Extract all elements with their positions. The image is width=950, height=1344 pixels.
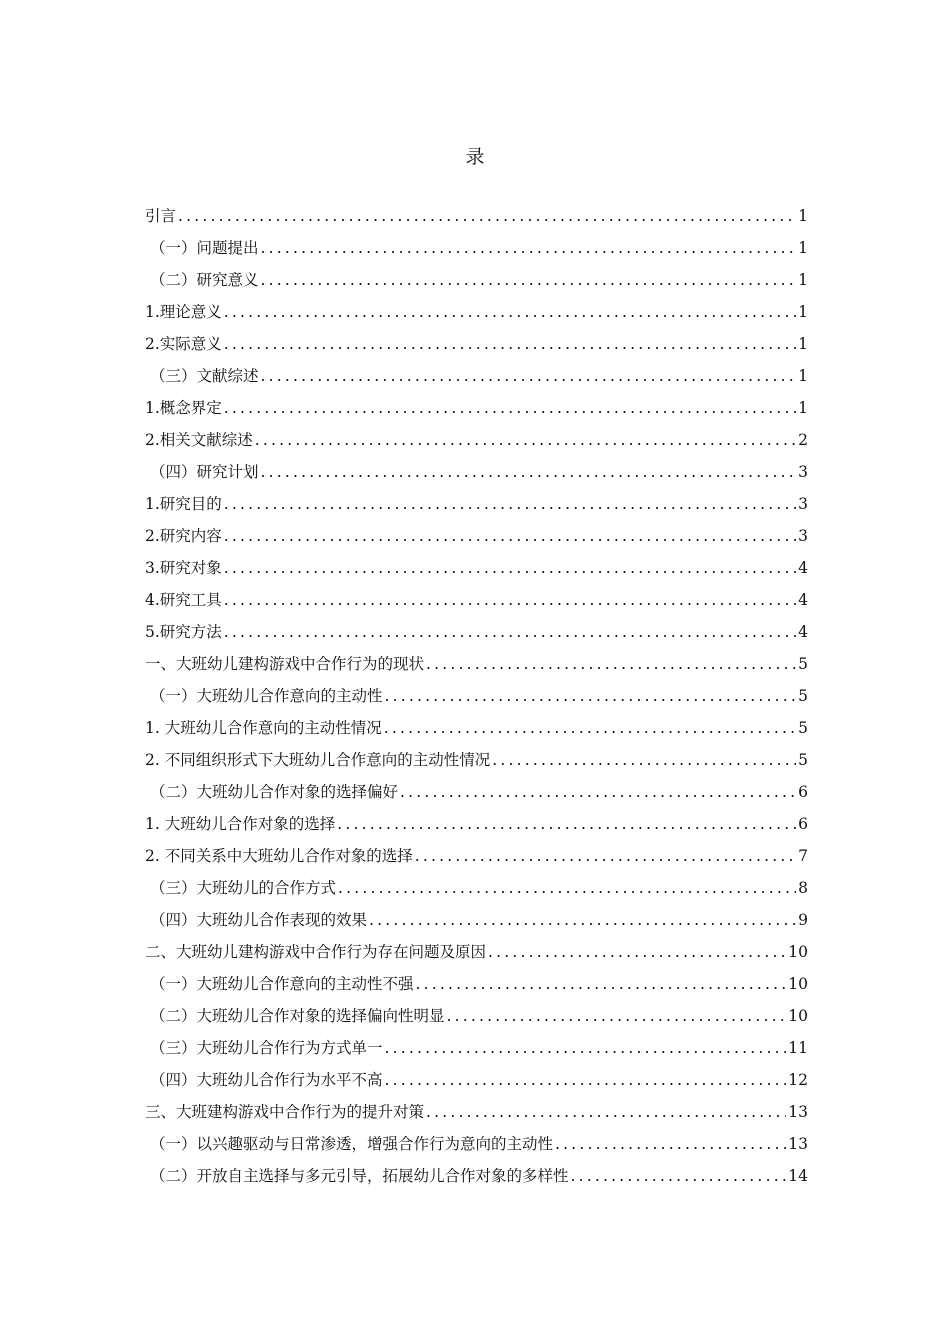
toc-entry[interactable] xyxy=(145,328,808,360)
toc-entry-page: 5 xyxy=(798,655,808,673)
toc-dot-leader xyxy=(385,1064,787,1096)
toc-entry[interactable] xyxy=(145,584,808,616)
toc-dot-leader xyxy=(224,296,796,328)
toc-entry[interactable] xyxy=(145,872,808,904)
toc-entry-label: 2.研究内容 xyxy=(145,527,222,545)
toc-dot-leader xyxy=(555,1128,786,1160)
toc-entry-label: 3.研究对象 xyxy=(145,559,222,577)
toc-entry[interactable] xyxy=(145,936,808,968)
toc-dot-leader xyxy=(571,1160,787,1192)
toc-dot-leader xyxy=(338,872,796,904)
toc-entry[interactable] xyxy=(145,1032,808,1064)
toc-entry-page: 4 xyxy=(798,559,808,577)
toc-entry-label: （三）大班幼儿合作行为方式单一 xyxy=(150,1039,383,1057)
toc-entry-label: （二）研究意义 xyxy=(150,271,259,289)
toc-entry-label: （二）大班幼儿合作对象的选择偏向性明显 xyxy=(150,1007,445,1025)
toc-entry-page: 5 xyxy=(798,751,808,769)
toc-dot-leader xyxy=(261,456,797,488)
toc-dot-leader xyxy=(255,424,796,456)
toc-entry-label: 二、大班幼儿建构游戏中合作行为存在问题及原因 xyxy=(145,943,487,961)
toc-entry[interactable] xyxy=(145,488,808,520)
toc-entry-label: 1.研究目的 xyxy=(145,495,222,513)
toc-entry-label: 2. 不同关系中大班幼儿合作对象的选择 xyxy=(145,847,413,865)
toc-entry-label: 三、大班建构游戏中合作行为的提升对策 xyxy=(145,1103,425,1121)
toc-entry-page: 11 xyxy=(788,1039,808,1057)
toc-entry[interactable] xyxy=(145,1128,808,1160)
toc-entry[interactable] xyxy=(145,264,808,296)
toc-entry-page: 10 xyxy=(788,1007,808,1025)
toc-dot-leader xyxy=(261,232,797,264)
toc-entry[interactable] xyxy=(145,296,808,328)
toc-entry-label: （一）问题提出 xyxy=(150,239,259,257)
toc-entry[interactable] xyxy=(145,552,808,584)
toc-entry-page: 13 xyxy=(788,1135,808,1153)
toc-entry-page: 14 xyxy=(788,1167,808,1185)
toc-entry-label: 4.研究工具 xyxy=(145,591,222,609)
toc-dot-leader xyxy=(224,328,796,360)
toc-dot-leader xyxy=(426,648,796,680)
toc-entry-label: （四）大班幼儿合作表现的效果 xyxy=(150,911,368,929)
toc-entry-page: 1 xyxy=(798,367,808,385)
toc-dot-leader xyxy=(369,904,796,936)
toc-entry-label: （三）大班幼儿的合作方式 xyxy=(150,879,337,897)
toc-entry-page: 10 xyxy=(788,975,808,993)
toc-entry[interactable] xyxy=(145,744,808,776)
toc-entry-label: （四）大班幼儿合作行为水平不高 xyxy=(150,1071,383,1089)
toc-entry-label: （三）文献综述 xyxy=(150,367,259,385)
toc-dot-leader xyxy=(400,776,796,808)
toc-entry-page: 1 xyxy=(798,399,808,417)
toc-dot-leader xyxy=(224,584,796,616)
toc-entry[interactable] xyxy=(145,520,808,552)
toc-entry-page: 3 xyxy=(798,527,808,545)
toc-entry[interactable] xyxy=(145,648,808,680)
toc-entry-page: 1 xyxy=(798,207,808,225)
toc-dot-leader xyxy=(492,744,796,776)
toc-entry[interactable] xyxy=(145,424,808,456)
toc-entry-page: 4 xyxy=(798,623,808,641)
toc-entry-page: 9 xyxy=(798,911,808,929)
toc-entry-label: 1. 大班幼儿合作意向的主动性情况 xyxy=(145,719,382,737)
toc-entry-page: 3 xyxy=(798,463,808,481)
toc-dot-leader xyxy=(224,616,796,648)
table-of-contents xyxy=(145,200,808,1192)
toc-entry-page: 10 xyxy=(788,943,808,961)
toc-entry[interactable] xyxy=(145,712,808,744)
toc-entry[interactable] xyxy=(145,232,808,264)
toc-entry[interactable] xyxy=(145,776,808,808)
toc-entry[interactable] xyxy=(145,680,808,712)
toc-entry[interactable] xyxy=(145,616,808,648)
toc-entry-page: 5 xyxy=(798,687,808,705)
toc-entry-label: （四）研究计划 xyxy=(150,463,259,481)
toc-entry-page: 1 xyxy=(798,239,808,257)
toc-entry-page: 5 xyxy=(798,719,808,737)
toc-entry-page: 8 xyxy=(798,879,808,897)
toc-entry[interactable] xyxy=(145,392,808,424)
toc-entry-page: 6 xyxy=(798,783,808,801)
toc-dot-leader xyxy=(426,1096,786,1128)
toc-dot-leader xyxy=(447,1000,787,1032)
toc-entry[interactable] xyxy=(145,456,808,488)
toc-entry[interactable] xyxy=(145,1000,808,1032)
toc-dot-leader xyxy=(415,840,796,872)
toc-entry[interactable] xyxy=(145,808,808,840)
toc-dot-leader xyxy=(416,968,787,1000)
toc-entry-page: 6 xyxy=(798,815,808,833)
toc-dot-leader xyxy=(178,200,796,232)
toc-entry-page: 3 xyxy=(798,495,808,513)
toc-entry[interactable] xyxy=(145,200,808,232)
toc-entry-label: 2. 不同组织形式下大班幼儿合作意向的主动性情况 xyxy=(145,751,491,769)
toc-entry-label: 一、大班幼儿建构游戏中合作行为的现状 xyxy=(145,655,425,673)
toc-entry-page: 2 xyxy=(798,431,808,449)
toc-dot-leader xyxy=(384,712,796,744)
toc-entry-page: 7 xyxy=(798,847,808,865)
toc-dot-leader xyxy=(224,392,796,424)
toc-entry-label: 引言 xyxy=(145,207,177,225)
toc-entry-label: （二）大班幼儿合作对象的选择偏好 xyxy=(150,783,399,801)
toc-dot-leader xyxy=(261,360,797,392)
toc-title: 录 xyxy=(465,146,485,168)
toc-entry-page: 1 xyxy=(798,335,808,353)
toc-entry[interactable] xyxy=(145,904,808,936)
toc-dot-leader xyxy=(224,520,796,552)
toc-entry-page: 4 xyxy=(798,591,808,609)
toc-dot-leader xyxy=(224,488,796,520)
toc-entry-page: 13 xyxy=(788,1103,808,1121)
toc-entry-page: 12 xyxy=(788,1071,808,1089)
toc-dot-leader xyxy=(224,552,796,584)
toc-entry[interactable] xyxy=(145,1160,808,1192)
toc-entry-page: 1 xyxy=(798,271,808,289)
toc-entry-label: 2.相关文献综述 xyxy=(145,431,253,449)
toc-entry[interactable] xyxy=(145,840,808,872)
toc-dot-leader xyxy=(337,808,796,840)
toc-dot-leader xyxy=(385,1032,787,1064)
toc-entry-page: 1 xyxy=(798,303,808,321)
toc-entry-label: （二）开放自主选择与多元引导，拓展幼儿合作对象的多样性 xyxy=(150,1167,569,1185)
toc-entry[interactable] xyxy=(145,1064,808,1096)
toc-entry-label: （一）大班幼儿合作意向的主动性不强 xyxy=(150,975,414,993)
toc-entry-label: 1.理论意义 xyxy=(145,303,222,321)
toc-entry-label: 2.实际意义 xyxy=(145,335,222,353)
toc-entry[interactable] xyxy=(145,360,808,392)
toc-entry[interactable] xyxy=(145,1096,808,1128)
toc-entry-label: 1.概念界定 xyxy=(145,399,222,417)
toc-entry[interactable] xyxy=(145,968,808,1000)
toc-dot-leader xyxy=(385,680,797,712)
toc-entry-label: （一）以兴趣驱动与日常渗透，增强合作行为意向的主动性 xyxy=(150,1135,554,1153)
toc-entry-label: 1. 大班幼儿合作对象的选择 xyxy=(145,815,336,833)
toc-entry-label: 5.研究方法 xyxy=(145,623,222,641)
toc-dot-leader xyxy=(261,264,797,296)
toc-dot-leader xyxy=(488,936,786,968)
toc-entry-label: （一）大班幼儿合作意向的主动性 xyxy=(150,687,383,705)
